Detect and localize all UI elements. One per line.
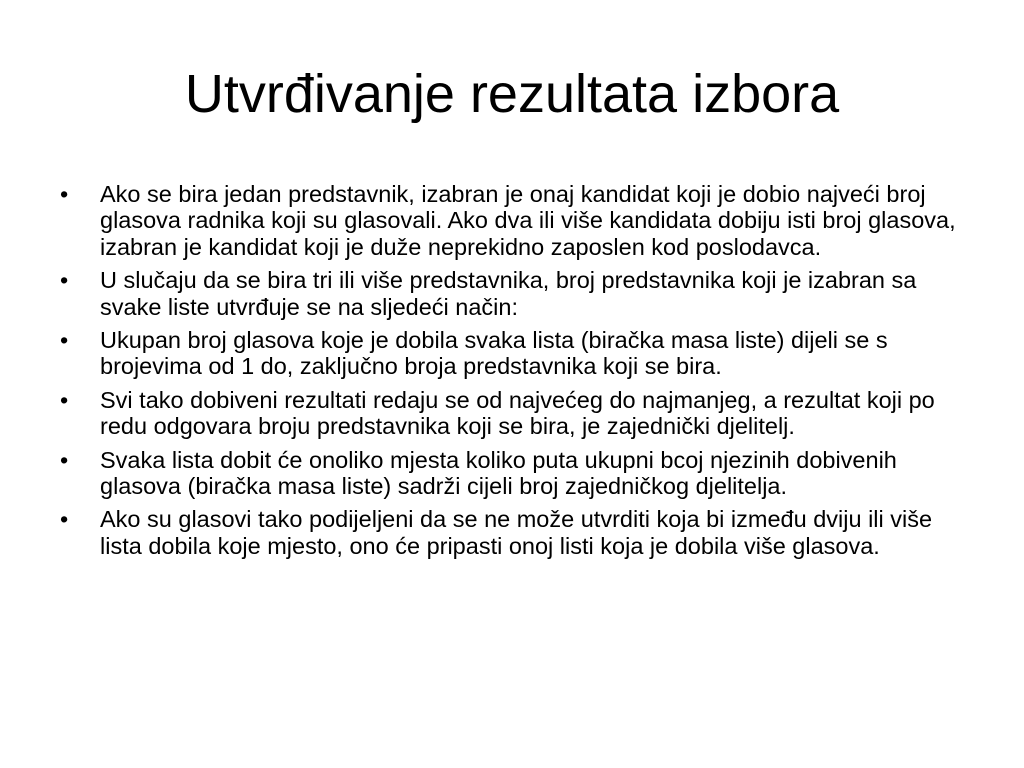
slide-title: Utvrđivanje rezultata izbora xyxy=(184,64,840,124)
bullet-icon: • xyxy=(60,181,69,207)
bullet-icon: • xyxy=(60,267,69,294)
bullet-item xyxy=(60,387,970,440)
bullet-icon: • xyxy=(60,506,69,533)
bullet-item xyxy=(60,447,970,500)
bullet-text: Ukupan broj glasova koje je dobila svaka lista (biračka masa liste) dijeli se s brojevima od 1 do, zaključno broja predstavnika koji se bira. xyxy=(100,327,888,380)
bullet-item xyxy=(60,327,970,380)
bullet-text: Svi tako dobiveni rezultati redaju se od najvećeg do najmanjeg, a rezultat koji po redu odgovara broju predstavnika koji se bira, je zajednički djelitelj. xyxy=(100,386,935,440)
bullet-icon: • xyxy=(60,386,69,413)
bullet-text: U slučaju da se bira tri ili više predstavnika, broj predstavnika koji je izabran sa svake liste utvrđuje se na sljedeći način: xyxy=(100,267,917,320)
bullet-item xyxy=(60,267,970,320)
bullet-text: Ako se bira jedan predstavnik, izabran je onaj kandidat koji je dobio najveći broj glasova radnika koji su glasovali. Ako dva ili više kandidata dobiju isti broj glasova, izabran je kandidat koji je duže neprekidno zaposlen kod poslodavca. xyxy=(100,181,956,260)
bullet-text: Ako su glasovi tako podijeljeni da se ne može utvrditi koja bi između dviju ili više lista dobila koje mjesto, ono će pripasti onoj listi koja je dobila više glasova. xyxy=(100,506,933,559)
bullet-text: Svaka lista dobit će onoliko mjesta koliko puta ukupni bcoj njezinih dobivenih glasova (biračka masa liste) sadrži cijeli broj zajedničkog djelitelja. xyxy=(100,446,897,500)
bullet-icon: • xyxy=(60,327,69,354)
bullet-item xyxy=(60,506,970,559)
bullet-icon: • xyxy=(60,446,69,473)
bullet-list xyxy=(60,181,970,566)
bullet-item xyxy=(60,181,970,260)
